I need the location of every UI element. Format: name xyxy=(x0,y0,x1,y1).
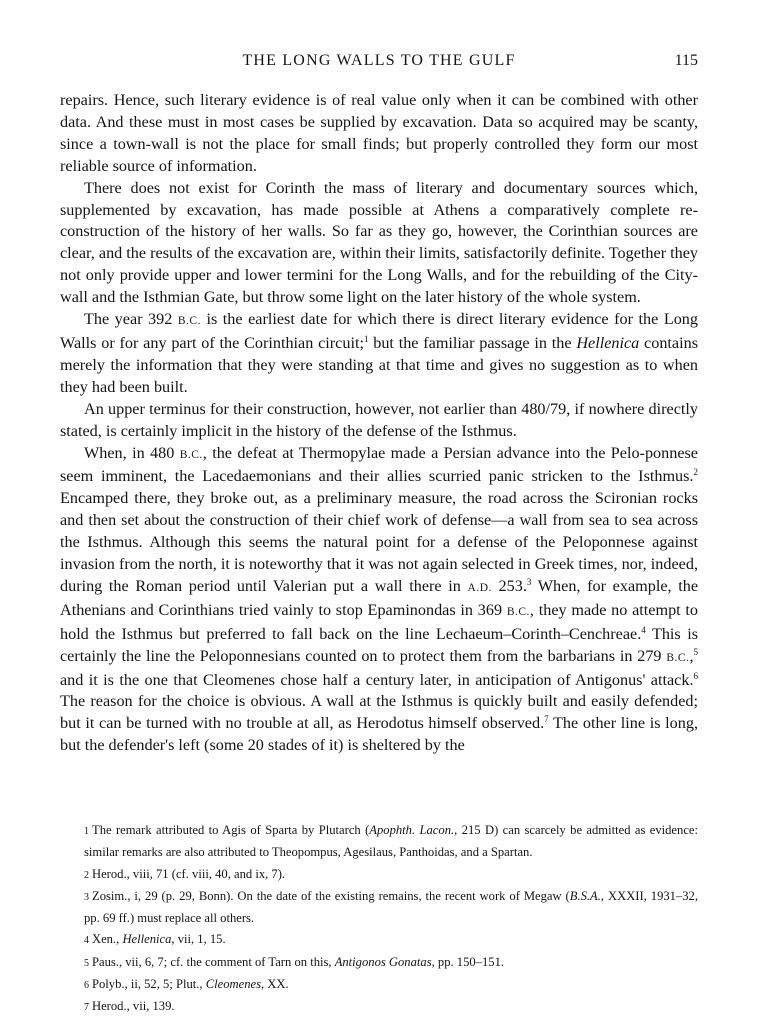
footnote-ref[interactable]: 3 xyxy=(526,576,532,587)
era-abbrev: B.C. xyxy=(177,315,201,328)
paragraph: An upper terminus for their construction, however, not earlier than 480/79, if nowhere directly stated, is certainly implicit in the history of the defense of the Isthmus. xyxy=(60,399,698,440)
footnote-ref[interactable]: 1 xyxy=(363,333,369,344)
page-header xyxy=(60,52,698,76)
era-abbrev: B.C. xyxy=(666,651,690,664)
paragraph: The year 392 B.C. is the earliest date for which there is direct literary evidence for the Long Walls or for any part of the Corinthian circuit;$^1$ but the familiar passage in the Hellenica contains merely the information that they were standing at that time and gives no suggestion as to when they had been built. xyxy=(60,310,698,396)
italic-title: Hellenica xyxy=(576,333,640,352)
era-abbrev: B.C. xyxy=(506,605,530,618)
footnote-ref[interactable]: 6 xyxy=(693,670,698,681)
page-number: 115 xyxy=(674,52,698,69)
running-title: THE LONG WALLS TO THE GULF xyxy=(242,52,516,69)
footnote: 1 The remark attributed to Agis of Sparta by Plutarch (Apophth. Lacon., 215 D) can scarcely be admitted as evidence: similar remarks are also attributed to Theopompus, Agesilaus, Panthoidas, and a Spartan. xyxy=(84,823,698,860)
paragraph: There does not exist for Corinth the mass of literary and documentary sources which, supplemented by excavation, has made possible at Athens a comparatively complete re-construction of the history of her walls. So far as they go, however, the Corinthian sources are clear, and the results of the excavation are, within their limits, satisfactorily definite. Together they not only provide upper and lower termini for the Long Walls, and for the rebuilding of the City-wall and the Isthmian Gate, but throw some light on the later history of the whole system. xyxy=(60,178,699,307)
era-abbrev: B.C. xyxy=(179,448,203,461)
footnote: 2 Herod., viii, 71 (cf. viii, 40, and ix, 7). xyxy=(84,866,286,881)
footnote-ref[interactable]: 5 xyxy=(693,646,698,657)
footnote: 3 Zosim., i, 29 (p. 29, Bonn). On the date of the existing remains, the recent work of Megaw (B.S.A., XXXII, 1931–32, pp. 69 ff.) must replace all others. xyxy=(84,888,698,926)
footnote: 7 Herod., vii, 139. xyxy=(84,999,175,1014)
footnote-ref[interactable]: 4 xyxy=(641,624,646,635)
footnote: 5 Paus., vii, 6, 7; cf. the comment of Tarn on this, Antigonos Gonatas, pp. 150–151. xyxy=(84,954,505,969)
footnote: 4 Xen., Hellenica, vii, 1, 15. xyxy=(84,932,226,947)
footnote: 6 Polyb., ii, 52, 5; Plut., Cleomenes, XX. xyxy=(84,977,289,992)
footnote-ref[interactable]: 2 xyxy=(693,467,698,478)
paragraph: When, in 480 B.C., the defeat at Thermopylae made a Persian advance into the Pelo-ponnese seem imminent, the Lacedaemonians and their allies scurried panic stricken to the Isthmus.$^2$ Encamped there, they broke out, as a preliminary measure, the road across the Scironian rocks and then set about the construction of their chief work of defense—a wall from sea to sea across the Isthmus. Although this seems the natural point for a defense of the Peloponnese against invasion from the north, it is noteworthy that it was not again selected in Greek times, nor, indeed, during the Roman period until Valerian put a wall there in A.D. 253.$^3$ When, for example, the Athenians and Corinthians tried vainly to stop Epaminondas in 369 B.C., they made no attempt to hold the Isthmus but preferred to fall back on the line Lechaeum–Corinth–Cenchreae.$^4$ This is certainly the line the Peloponnesians counted on to protect them from the barbarians in 279 B.C.,$^5$ and it is the one that Cleomenes chose half a century later, in anticipation of Antigonus' attack.$^6$ The reason for the choice is obvious. A wall at the Isthmus is quickly built and easily defended; but it can be turned with no trouble at all, as Herodotus himself observed.$^7$ The other line is long, but the defender's left (some 20 stades of it) is sheltered by the xyxy=(60,443,699,755)
body-text xyxy=(60,90,698,757)
footnote-ref[interactable]: 7 xyxy=(544,714,549,725)
footnotes xyxy=(60,820,698,1019)
paragraph: repairs. Hence, such literary evidence is of real value only when it can be combined with other data. And these must in most cases be supplied by excavation. Data so acquired may be scanty, since a town-wall is not the place for small finds; but properly controlled they form our most reliable source of information. xyxy=(60,91,698,175)
era-abbrev: A.D. xyxy=(467,581,492,594)
